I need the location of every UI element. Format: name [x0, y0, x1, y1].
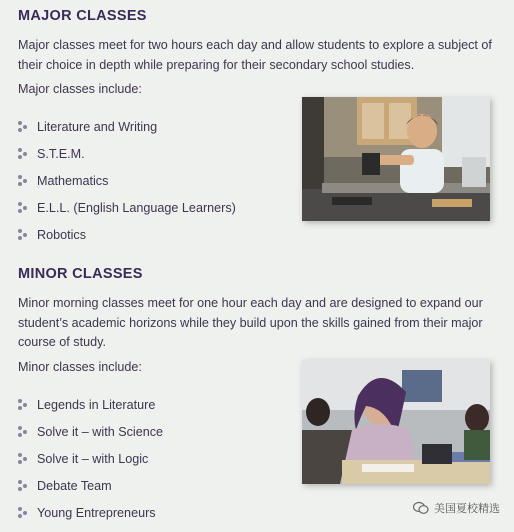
photo-student-robotics — [302, 97, 490, 221]
minor-section — [18, 266, 498, 374]
class-name: Robotics — [37, 228, 86, 242]
major-class-list — [18, 119, 236, 254]
class-name: Legends in Literature — [37, 398, 156, 412]
bullet-icon — [18, 202, 30, 214]
wechat-watermark — [413, 500, 500, 516]
wechat-icon — [413, 501, 429, 515]
minor-intro: Minor classes include: — [18, 359, 142, 374]
class-name: Solve it – with Logic — [37, 452, 149, 466]
class-name: Debate Team — [37, 479, 112, 493]
bullet-icon — [18, 148, 30, 160]
class-list-item — [18, 478, 163, 505]
bullet-icon — [18, 426, 30, 438]
major-heading: MAJOR CLASSES — [18, 8, 147, 24]
bullet-icon — [18, 507, 30, 519]
watermark-text: 美国夏校精选 — [434, 503, 500, 515]
class-list-item — [18, 451, 163, 478]
bullet-icon — [18, 480, 30, 492]
class-list-item — [18, 227, 236, 254]
bullet-icon — [18, 399, 30, 411]
minor-class-list — [18, 397, 163, 532]
class-list-item — [18, 505, 163, 532]
bullet-icon — [18, 453, 30, 465]
major-description: Major classes meet for two hours each day and allow students to explore a subject of their choice in depth while preparing for their secondary school studies. — [18, 38, 492, 72]
class-list-item — [18, 397, 163, 424]
class-name: E.L.L. (English Language Learners) — [37, 201, 236, 215]
minor-heading: MINOR CLASSES — [18, 266, 143, 282]
class-list-item — [18, 200, 236, 227]
bullet-icon — [18, 229, 30, 241]
class-list-item — [18, 119, 236, 146]
class-list-item — [18, 424, 163, 451]
class-name: S.T.E.M. — [37, 147, 85, 161]
class-name: Literature and Writing — [37, 120, 158, 134]
class-name: Young Entrepreneurs — [37, 506, 156, 520]
minor-description: Minor morning classes meet for one hour each day and are designed to expand our student’s academic horizons while they build upon the skills gained from their major course of study. — [18, 296, 483, 349]
photo-student-writing — [302, 360, 490, 484]
class-name: Mathematics — [37, 174, 109, 188]
class-name: Solve it – with Science — [37, 425, 163, 439]
class-list-item — [18, 146, 236, 173]
major-section — [18, 8, 498, 96]
major-intro: Major classes include: — [18, 82, 142, 96]
bullet-icon — [18, 121, 30, 133]
bullet-icon — [18, 175, 30, 187]
class-list-item — [18, 173, 236, 200]
